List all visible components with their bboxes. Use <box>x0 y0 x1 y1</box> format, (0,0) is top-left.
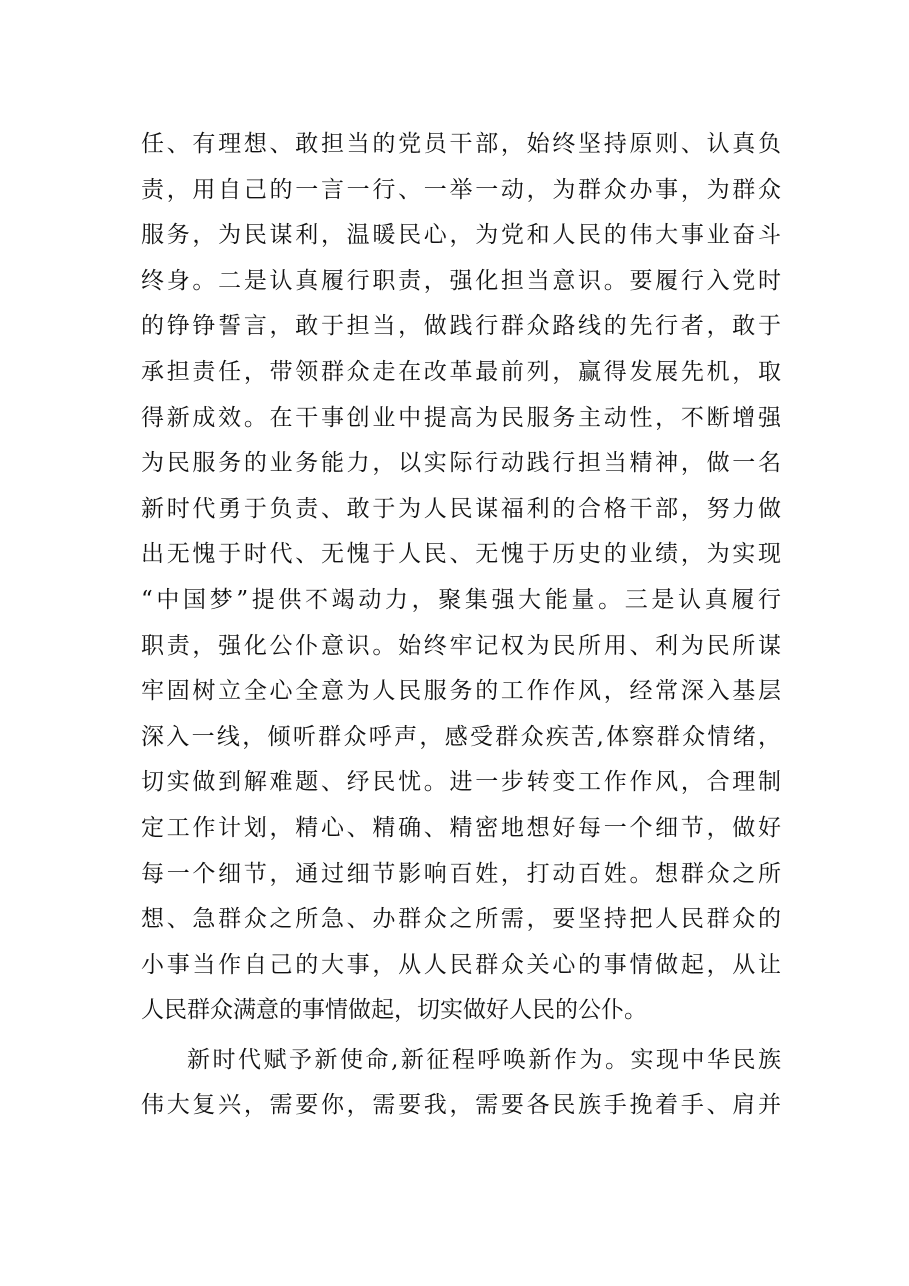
paragraph-line: 切实做到解难题、纾民忧。进一步转变工作作风，合理制 <box>141 769 781 796</box>
paragraph-line: 出无愧于时代、无愧于人民、无愧于历史的业绩，为实现 <box>141 541 781 568</box>
paragraph-line: 每一个细节，通过细节影响百姓，打动百姓。想群众之所 <box>141 860 781 887</box>
paragraph-line: 定工作计划，精心、精确、精密地想好每一个细节，做好 <box>141 814 781 841</box>
paragraph-1 <box>141 122 781 1034</box>
paragraph-2 <box>141 1038 781 1129</box>
paragraph-line: 深入一线，倾听群众呼声，感受群众疾苦,体察群众情绪， <box>141 723 781 750</box>
paragraph-line: “中国梦”提供不竭动力，聚集强大能量。三是认真履行 <box>141 586 781 613</box>
paragraph-line: 责，用自己的一言一行、一举一动，为群众办事，为群众 <box>141 176 781 203</box>
paragraph-line: 得新成效。在干事创业中提高为民服务主动性，不断增强 <box>141 404 781 431</box>
paragraph-line: 的铮铮誓言，敢于担当，做践行群众路线的先行者，敢于 <box>141 313 781 340</box>
paragraph-line: 新时代赋予新使命,新征程呼唤新作为。实现中华民族 <box>187 1046 781 1073</box>
paragraph-line: 职责，强化公仆意识。始终牢记权为民所用、利为民所谋 <box>141 632 781 659</box>
paragraph-line: 伟大复兴，需要你，需要我，需要各民族手挽着手、肩并 <box>141 1092 781 1119</box>
paragraph-line: 新时代勇于负责、敢于为人民谋福利的合格干部，努力做 <box>141 495 781 522</box>
paragraph-line: 想、急群众之所急、办群众之所需，要坚持把人民群众的 <box>141 906 781 933</box>
paragraph-line: 承担责任，带领群众走在改革最前列，赢得发展先机，取 <box>141 358 781 385</box>
paragraph-line: 人民群众满意的事情做起，切实做好人民的公仆。 <box>141 997 647 1024</box>
paragraph-line: 牢固树立全心全意为人民服务的工作作风，经常深入基层 <box>141 678 781 705</box>
paragraph-line: 为民服务的业务能力，以实际行动践行担当精神，做一名 <box>141 450 781 477</box>
paragraph-line: 小事当作自己的大事，从人民群众关心的事情做起，从让 <box>141 951 781 978</box>
body-text <box>141 122 781 1129</box>
paragraph-line: 服务，为民谋利，温暖民心，为党和人民的伟大事业奋斗 <box>141 222 781 249</box>
paragraph-line: 终身。二是认真履行职责，强化担当意识。要履行入党时 <box>141 267 781 294</box>
paragraph-line: 任、有理想、敢担当的党员干部，始终坚持原则、认真负 <box>141 131 781 157</box>
